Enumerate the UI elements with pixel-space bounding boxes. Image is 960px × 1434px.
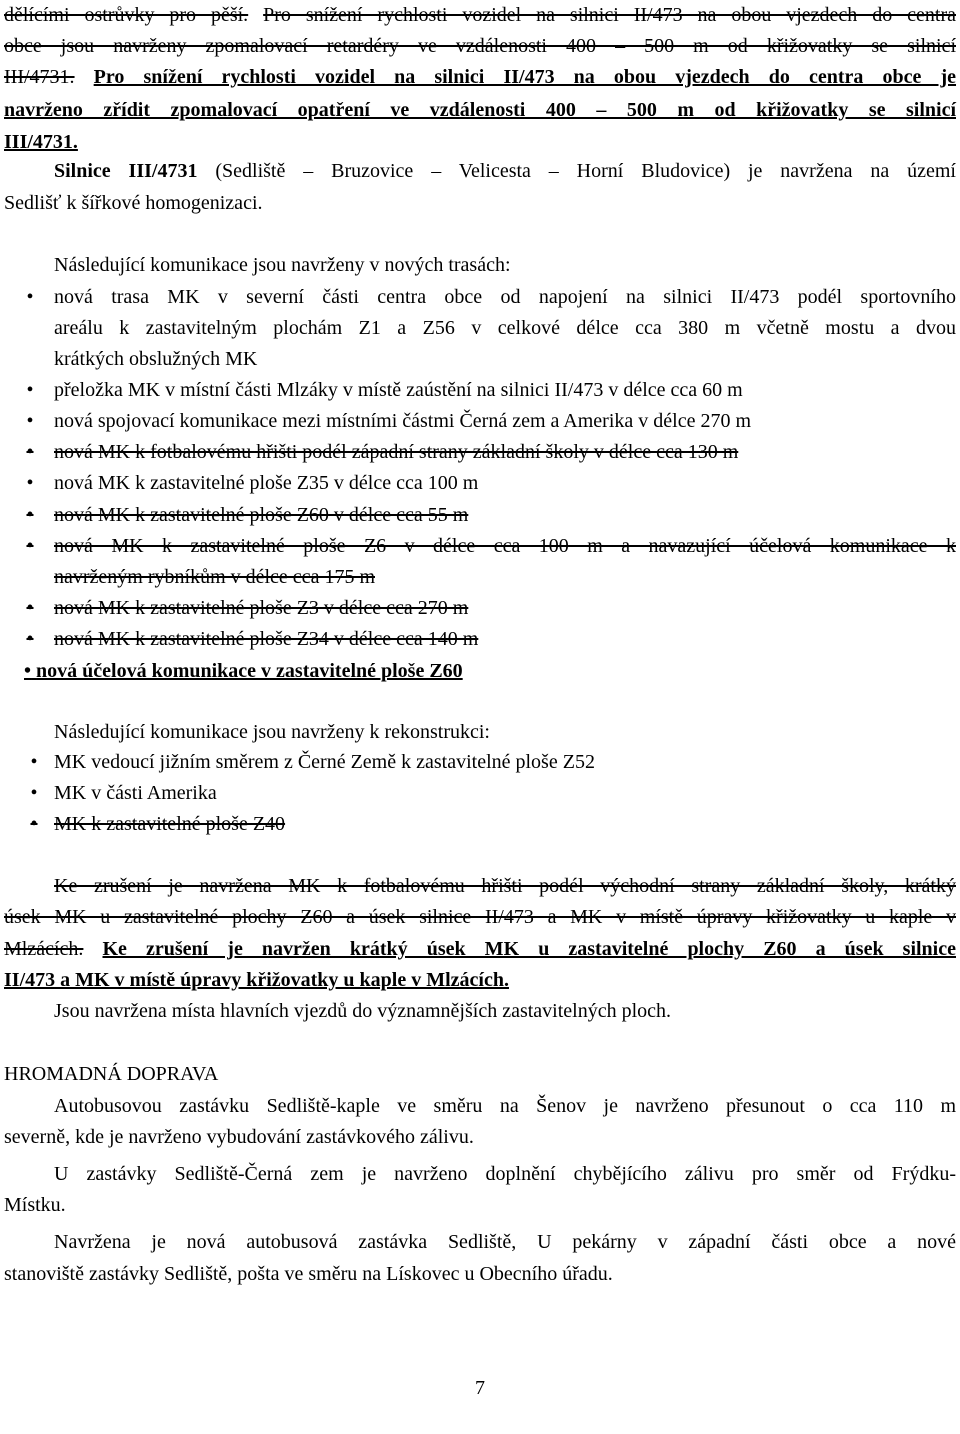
bullet-icon: • — [26, 379, 34, 401]
public-transport-p1-l2: severně, kde je navrženo vybudování zastávkového zálivu. — [4, 1126, 474, 1148]
intro-line-3 — [4, 64, 956, 90]
bullet-icon: • — [26, 472, 34, 494]
new-route-item-8: nová MK k zastavitelné ploše Z3 v délce cca 270 m — [54, 597, 469, 619]
road-name: Silnice III/4731 — [54, 160, 198, 182]
new-route-item-3: nová spojovací komunikace mezi místními částmi Černá zem a Amerika v délce 270 m — [54, 410, 752, 432]
road-note-line-2: Sedlišť k šířkové homogenizaci. — [4, 192, 263, 214]
cancellation-line-3-a: Mlzácích. — [4, 938, 84, 960]
new-route-item-1-l3: krátkých obslužných MK — [54, 348, 258, 370]
reconstruction-item-3: MK k zastavitelné ploše Z40 — [54, 813, 286, 835]
bullet-icon: • — [26, 441, 34, 463]
intro-line-1 — [4, 2, 956, 28]
bullet-icon: • — [26, 286, 34, 308]
intro-line-5: III/4731. — [4, 131, 78, 153]
new-route-item-9: nová MK k zastavitelné ploše Z34 v délce cca 140 m — [54, 628, 479, 650]
public-transport-p1-l1: Autobusovou zastávku Sedliště-kaple ve směru na Šenov je navrženo přesunout o cca 110 m — [54, 1095, 956, 1117]
new-routes-heading: Následující komunikace jsou navrženy v nových trasách: — [54, 254, 511, 276]
page-number: 7 — [475, 1377, 485, 1399]
intro-line-4: navrženo zřídit zpomalovací opatření ve vzdálenosti 400 – 500 m od křižovatky se silnicí — [4, 99, 956, 121]
intro-line-2: obce jsou navrženy zpomalovací retardéry ve vzdálenosti 400 – 500 m od křižovatky se silnicí — [4, 35, 956, 57]
new-route-item-1-l1: nová trasa MK v severní části centra obce od napojení na silnici II/473 podél sportovního — [54, 286, 956, 308]
bullet-icon: • — [26, 410, 34, 432]
bullet-icon: • — [26, 535, 34, 557]
new-route-item-7-l1: nová MK k zastavitelné ploše Z6 v délce cca 100 m a navazující účelová komunikace k — [54, 535, 956, 557]
cancellation-line-3 — [4, 936, 956, 962]
new-route-item-7-l2: navrženým rybníkům v délce cca 175 m — [54, 566, 375, 588]
bullet-icon: • — [26, 504, 34, 526]
reconstruction-heading: Následující komunikace jsou navrženy k rekonstrukci: — [54, 721, 490, 743]
road-note-line-1 — [4, 158, 956, 184]
new-route-item-6: nová MK k zastavitelné ploše Z60 v délce cca 55 m — [54, 504, 469, 526]
public-transport-heading: HROMADNÁ DOPRAVA — [4, 1063, 219, 1085]
intro-line-3-b: Pro snížení rychlosti vozidel na silnici II/473 na obou vjezdech do centra obce je — [93, 66, 957, 88]
intro-line-1-a: dělícími ostrůvky pro pěší. — [4, 4, 249, 26]
reconstruction-item-1: MK vedoucí jižním směrem z Černé Země k zastavitelné ploše Z52 — [54, 751, 595, 773]
intro-line-3-a: III/4731. — [4, 66, 75, 88]
public-transport-p3-l1: Navržena je nová autobusová zastávka Sedliště, U pekárny v západní části obce a nové — [54, 1231, 956, 1253]
public-transport-p2-l2: Místku. — [4, 1194, 66, 1216]
bullet-icon: • — [30, 782, 38, 804]
cancellation-line-2: úsek MK u zastavitelné plochy Z60 a úsek silnice II/473 a MK v místě úpravy křižovatky u kaple v — [4, 906, 956, 928]
bullet-icon: • — [26, 597, 34, 619]
cancellation-line-5: Jsou navržena místa hlavních vjezdů do významnějších zastavitelných ploch. — [54, 1000, 672, 1022]
new-route-item-4: nová MK k fotbalovému hřišti podél západní strany základní školy v délce cca 130 m — [54, 441, 739, 463]
new-route-item-10 — [24, 658, 463, 684]
public-transport-p2-l1: U zastávky Sedliště-Černá zem je navrženo doplnění chybějícího zálivu pro směr od Frýdku- — [54, 1163, 956, 1185]
new-route-item-5: nová MK k zastavitelné ploše Z35 v délce cca 100 m — [54, 472, 479, 494]
cancellation-line-1: Ke zrušení je navržena MK k fotbalovému hřišti podél východní strany základní školy, krátký — [54, 875, 956, 897]
cancellation-line-4: II/473 a MK v místě úpravy křižovatky u kaple v Mlzácích. — [4, 969, 509, 991]
bullet-icon: • — [30, 751, 38, 773]
bullet-icon: • — [26, 628, 34, 650]
public-transport-p3-l2: stanoviště zastávky Sedliště, pošta ve směru na Lískovec u Obecního úřadu. — [4, 1263, 613, 1285]
intro-line-1-b: Pro snížení rychlosti vozidel na silnici II/473 na obou vjezdech do centra — [263, 4, 956, 26]
bullet-icon: • — [24, 660, 32, 682]
new-route-item-1-l2: areálu k zastavitelným plochám Z1 a Z56 v celkové délce cca 380 m včetně mostu a dvou — [54, 317, 956, 339]
road-note-rest: (Sedliště – Bruzovice – Velicesta – Horní Bludovice) je navržena na území — [215, 160, 956, 182]
reconstruction-item-2: MK v části Amerika — [54, 782, 217, 804]
cancellation-line-3-b: Ke zrušení je navržen krátký úsek MK u zastavitelné plochy Z60 a úsek silnice — [102, 938, 956, 960]
bullet-icon: • — [30, 813, 38, 835]
new-route-item-10-text: nová účelová komunikace v zastavitelné ploše Z60 — [36, 660, 463, 682]
new-route-item-2: přeložka MK v místní části Mlzáky v místě zaústění na silnici II/473 v délce cca 60 m — [54, 379, 743, 401]
